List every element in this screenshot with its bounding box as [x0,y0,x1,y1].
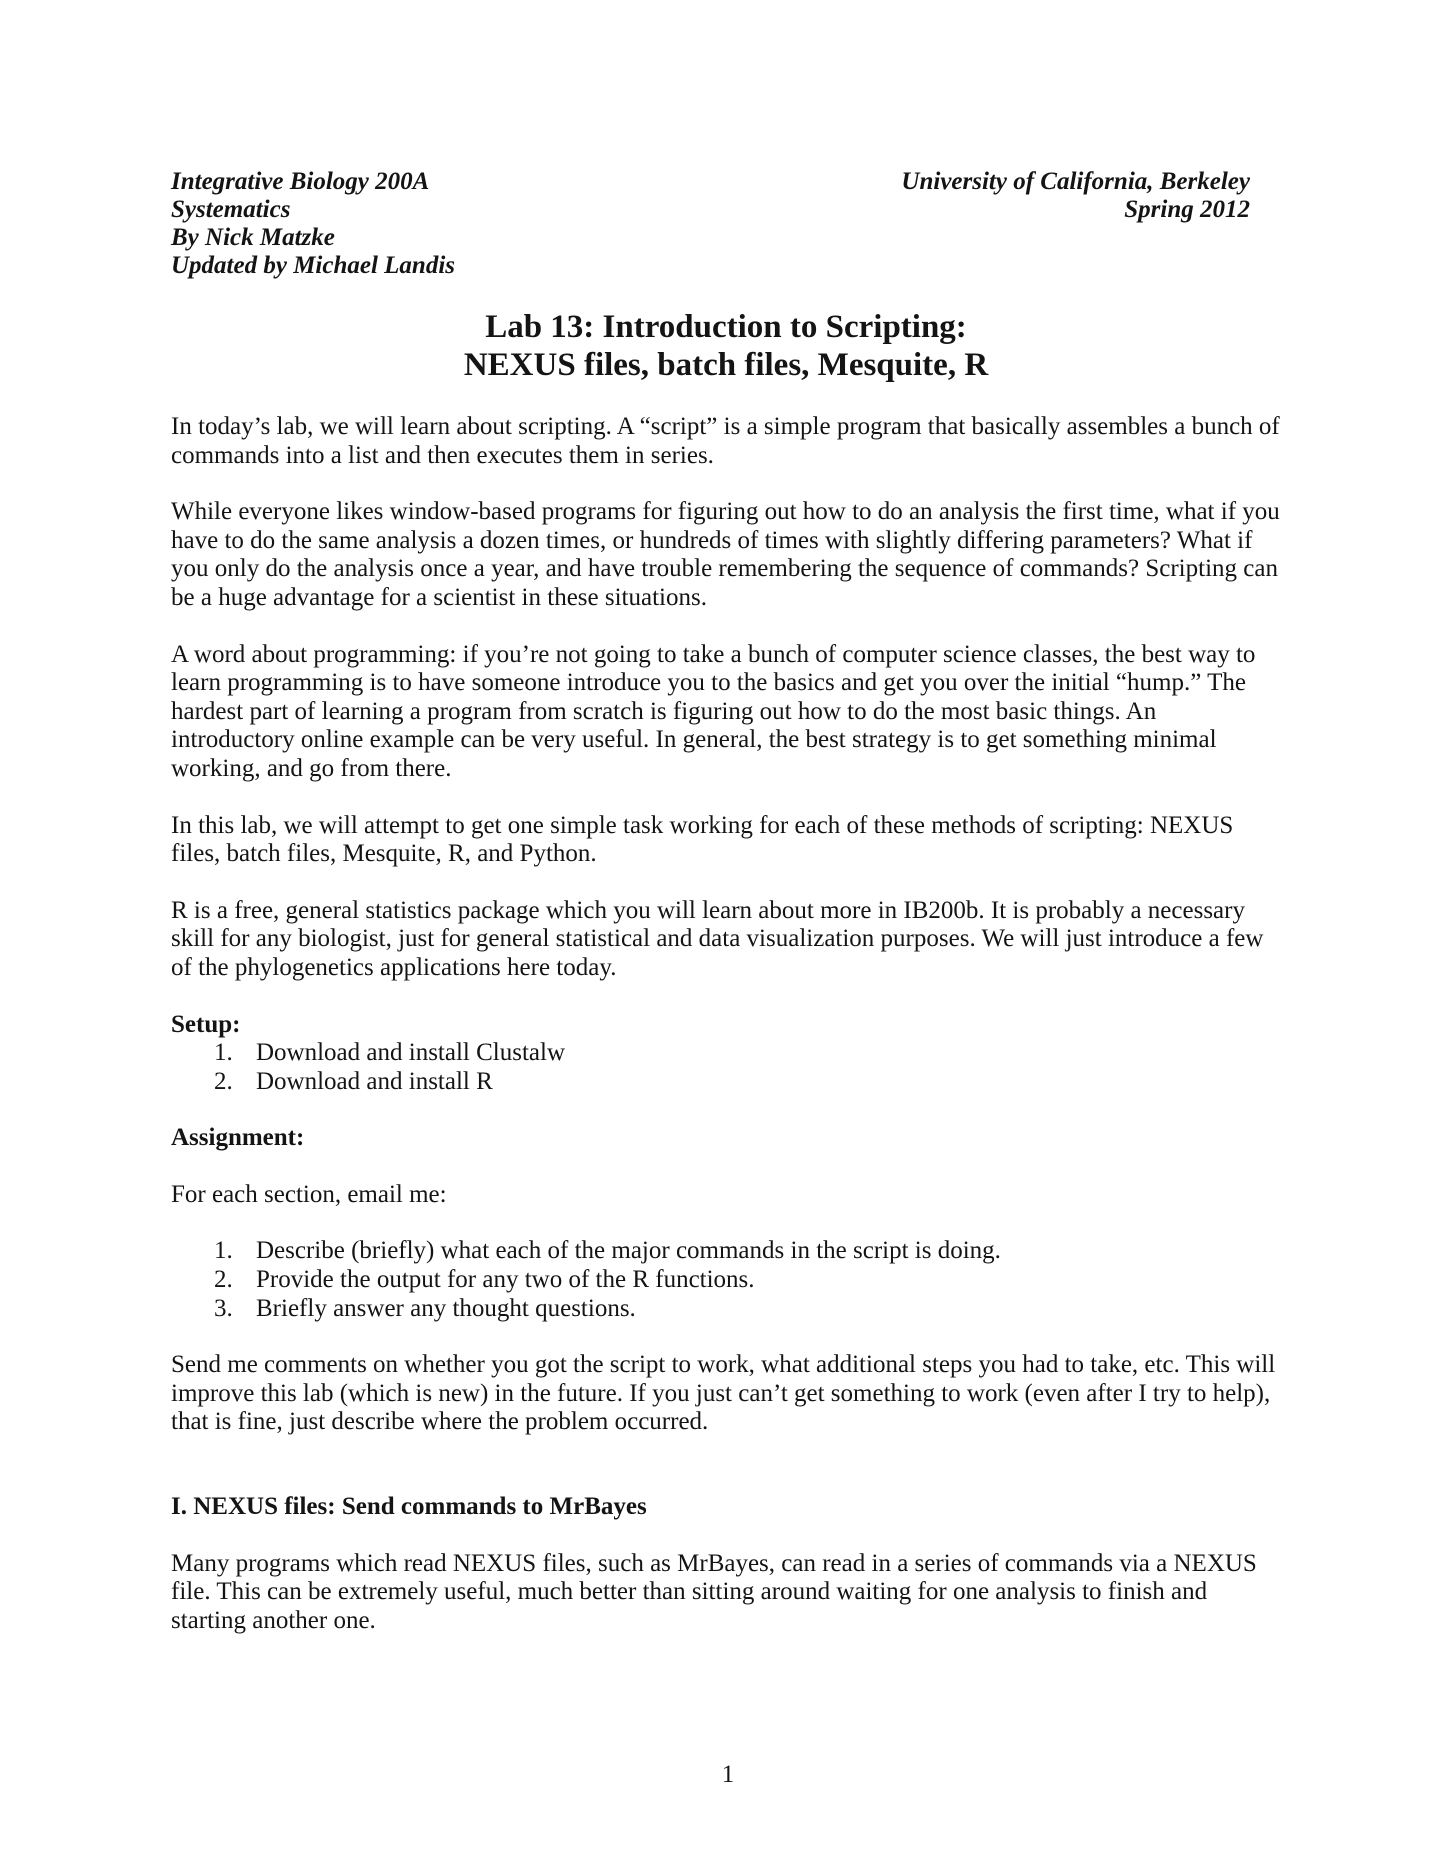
programming-paragraph: A word about programming: if you’re not going to take a bunch of computer science classes, the best way to learn programming is to have someone introduce you to the basics and get you over the initial “hump.” The hardest part of learning a program from scratch is figuring out how to do the most basic things. An introductory online example can be very useful. In general, the best strategy is to get something minimal working, and go from there. [171,640,1256,782]
course-subject: Systematics [171,196,291,223]
list-text: Download and install Clustalw [256,1039,565,1067]
assignment-closing: Send me comments on whether you got the script to work, what additional steps you had to take, etc. This will improve this lab (which is new) in the future. If you just can’t get something to work (even after I try to help), that is fine, just describe where the problem occurred. [171,1351,1276,1436]
author: By Nick Matzke [171,224,335,251]
course-name: Integrative Biology 200A [171,168,430,195]
list-number: 1. [214,1039,233,1067]
list-number: 3. [214,1294,233,1322]
list-item [171,1068,1286,1097]
r-paragraph: R is a free, general statistics package which you will learn about more in IB200b. It is probably a necessary skill for any biologist, just for general statistical and data visualization purposes. We will just introduce a few of the phylogenetics applications here today. [171,896,1264,981]
section-paragraph: Many programs which read NEXUS files, such as MrBayes, can read in a series of commands via a NEXUS file. This can be extremely useful, much better than sitting around waiting for one analysis to finish and starting another one. [171,1549,1257,1634]
list-number: 2. [214,1067,233,1095]
setup-heading: Setup: [171,1010,241,1038]
assignment-heading: Assignment: [171,1124,305,1152]
list-text: Describe (briefly) what each of the major commands in the script is doing. [256,1237,1001,1265]
updater: Updated by Michael Landis [171,252,456,279]
methods-paragraph: In this lab, we will attempt to get one simple task working for each of these methods of scripting: NEXUS files, batch files, Mesquite, R, and Python. [171,811,1234,868]
document-body [171,413,1286,1663]
list-item [171,1039,1286,1068]
list-text: Briefly answer any thought questions. [256,1294,636,1322]
list-item [171,1266,1286,1295]
title-line-2: NEXUS files, batch files, Mesquite, R [463,347,989,383]
assignment-list [171,1237,1286,1323]
document-title [171,308,1281,384]
institution: University of California, Berkeley [901,168,1250,195]
assignment-intro: For each section, email me: [171,1180,447,1208]
list-text: Download and install R [256,1067,493,1095]
list-number: 2. [214,1266,233,1294]
motivation-paragraph: While everyone likes window-based programs for figuring out how to do an analysis the first time, what if you have to do the same analysis a dozen times, or hundreds of times with slightly differing parameters? What if you only do the analysis once a year, and have trouble remembering the sequence of commands? Scripting can be a huge advantage for a scientist in these situations. [171,498,1280,611]
term: Spring 2012 [1124,196,1250,223]
setup-list [171,1039,1286,1096]
list-text: Provide the output for any two of the R functions. [256,1266,755,1294]
header-right [820,168,1250,224]
section-heading: I. NEXUS files: Send commands to MrBayes [171,1493,647,1521]
list-number: 1. [214,1237,233,1265]
intro-paragraph: In today’s lab, we will learn about scripting. A “script” is a simple program that basically assembles a bunch of commands into a list and then executes them in series. [171,413,1280,469]
list-item [171,1237,1286,1266]
header-left [171,168,455,280]
list-item [171,1295,1286,1324]
title-line-1: Lab 13: Introduction to Scripting: [485,309,967,345]
page-number: 1 [721,1761,735,1788]
